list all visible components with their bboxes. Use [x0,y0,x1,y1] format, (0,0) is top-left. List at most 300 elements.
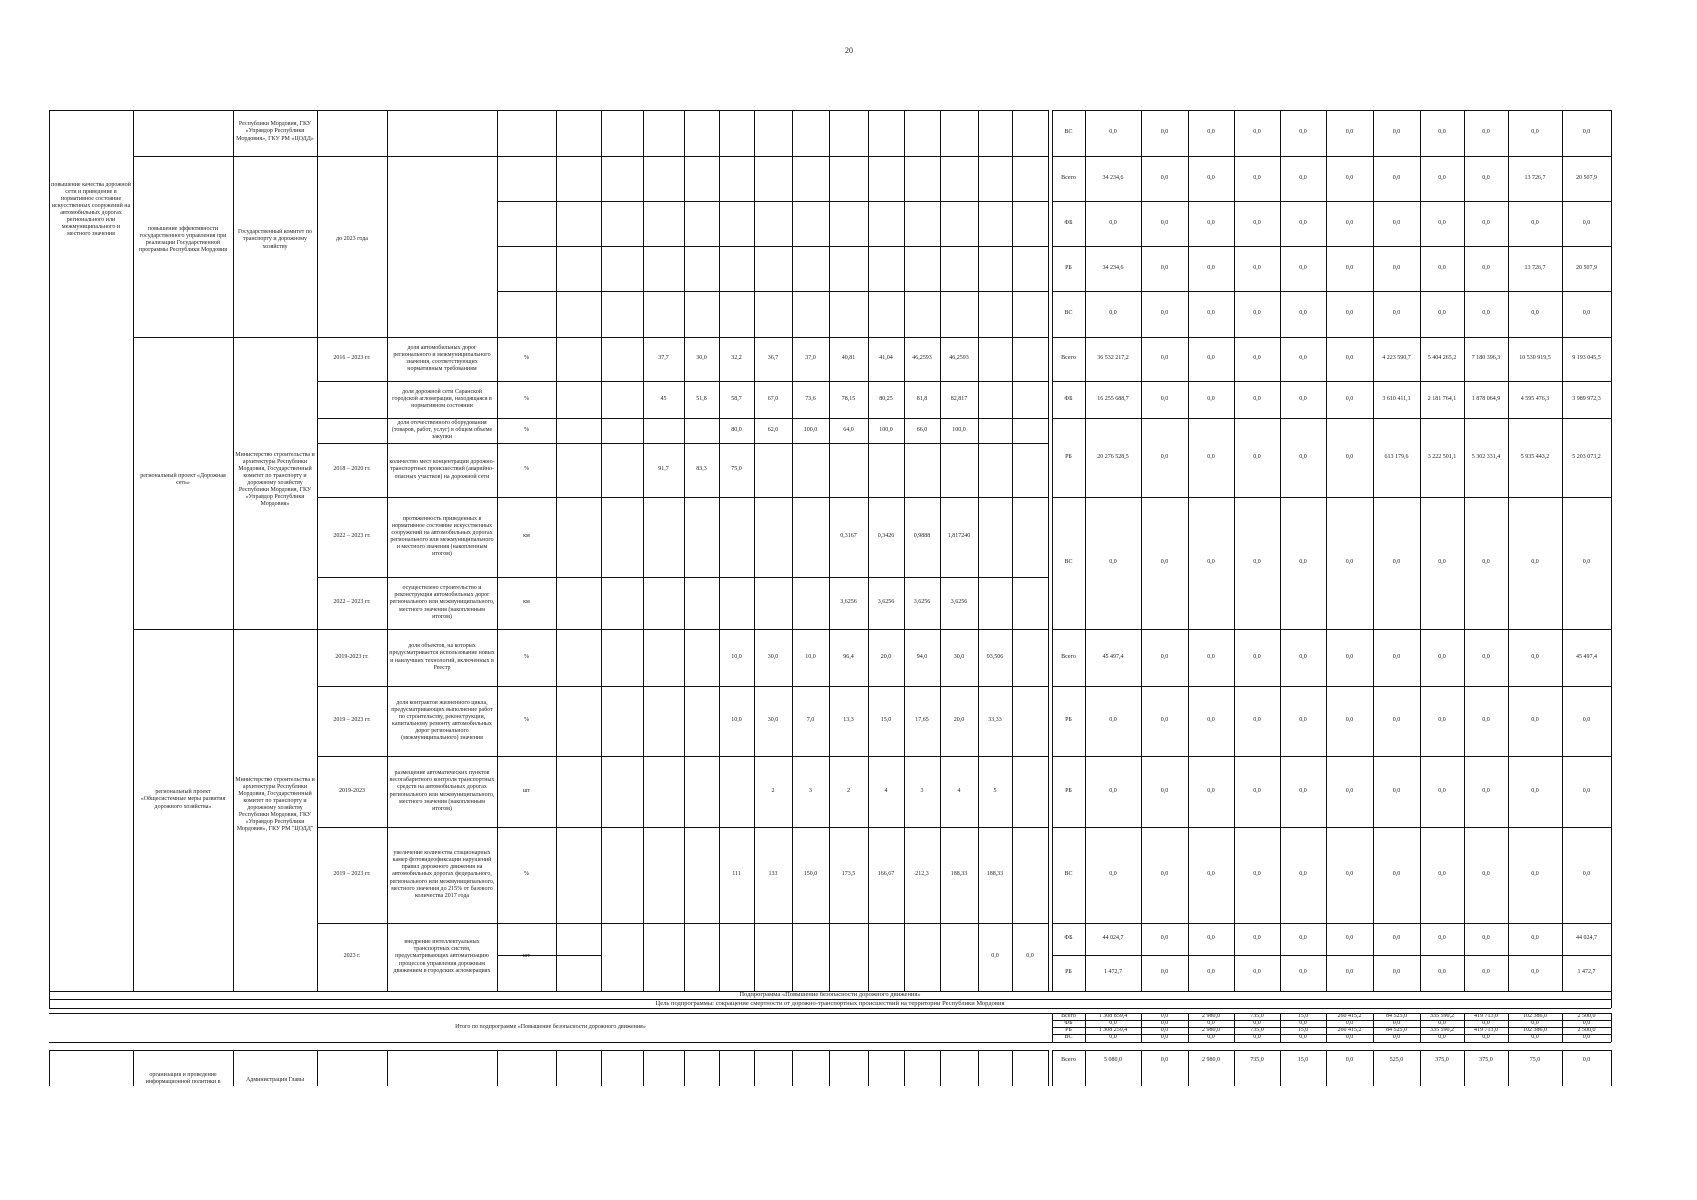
total-value: 0,0 [1582,1020,1591,1026]
finance-value: 0,0 [1299,653,1307,660]
finance-value: 0,0 [1438,129,1446,136]
total-value: 335 590,2 [1430,1027,1454,1033]
total-column-line [1611,1013,1612,1042]
indicator-value: 67,0 [767,395,779,402]
finance-value: 5 302 331,4 [1471,453,1501,460]
finance-value: 0,0 [1392,310,1401,317]
total-value: 15,0 [1297,1013,1309,1019]
finance-value: 0,0 [1392,871,1401,878]
finance-value: 0,0 [1345,559,1354,566]
finance-source: ФБ [1064,395,1073,402]
finance-value: 0,0 [1207,453,1215,460]
finance-value: 0,0 [1160,1057,1169,1064]
indicator-term: 2019-2023 [339,787,365,794]
table-line [643,110,644,991]
total-value: 84 525,0 [1386,1027,1407,1033]
finance-value: 0,0 [1392,559,1401,566]
finance-value: 0,0 [1345,969,1354,976]
indicator-unit: км [523,599,530,606]
finance-value: 0,0 [1531,310,1539,317]
finance-value: 0,0 [1531,935,1539,942]
finance-value: 0,0 [1207,871,1215,878]
finance-value: 0,0 [1345,1057,1354,1064]
total-value: 260 415,2 [1337,1013,1362,1019]
total-value: 0,0 [1253,1020,1261,1026]
finance-value: 0,0 [1207,219,1215,226]
finance-value: 0,0 [1582,717,1591,724]
total-value: 102 386,0 [1523,1027,1547,1033]
indicator-term: 2019-2023 гг. [335,653,369,660]
indicator-value: 66,0 [916,426,928,433]
finance-value: 0,0 [1345,310,1354,317]
event-line [49,1050,1048,1051]
finance-source: РБ [1065,969,1072,976]
finance-value: 0,0 [1109,219,1117,226]
indicator-value: 41,04 [879,355,893,362]
indicator-value: 36,7 [767,355,779,362]
indicator-value: 75,0 [731,466,742,473]
finance-value: 0,0 [1207,395,1215,402]
total-value: 0,0 [1160,1034,1169,1041]
total-value: 84 525,0 [1386,1013,1407,1019]
indicator-value: 82,817 [950,395,968,402]
indicator-value: 10,0 [805,653,816,660]
indicator-value: 73,6 [805,395,816,402]
indicator-value: 94,0 [916,653,928,660]
table-line [497,246,1048,247]
indicator-value: 62,0 [767,426,779,433]
total-source: ФБ [1064,1020,1073,1026]
indicator-unit: шт [522,787,531,794]
event-column-line [497,1050,498,1086]
indicator-value: 32,2 [731,355,742,362]
finance-value: 0,0 [1482,310,1490,317]
finance-value: 1 472,7 [1104,969,1122,976]
finance-value: 0,0 [1207,264,1215,271]
finance-value: 3 222 501,1 [1427,453,1457,460]
event-column-line [387,1050,388,1086]
event-column-line [719,1050,720,1086]
indicator-value: 64,0 [843,426,854,433]
indicator-value: 20,0 [953,717,965,724]
indicator-value: 0,3167 [840,533,857,540]
page-number: 20 [845,46,853,56]
total-value: 0,0 [1160,1020,1169,1026]
table-line [317,110,318,991]
finance-value: 0,0 [1299,264,1307,271]
finance-value: 0,0 [1438,717,1446,724]
finance-value: 0,0 [1253,355,1261,362]
indicator-value: 4 [957,787,961,794]
event-finance-column [1611,1050,1612,1086]
finance-value: 9 193 045,5 [1572,355,1601,362]
finance-column-line [1611,110,1612,991]
event-column-line [792,1050,793,1086]
finance-value: 0,0 [1482,935,1490,942]
finance-value: 0,0 [1438,264,1446,271]
section-line [49,1008,1611,1009]
indicator-value: 96,4 [843,653,854,660]
finance-value: 0,0 [1207,653,1215,660]
finance-value: 0,0 [1253,787,1261,794]
finance-value: 34 234,6 [1102,174,1124,181]
indicator-value: 100,0 [952,426,966,433]
indicator-value: 58,7 [731,395,742,402]
total-value: 0,0 [1482,1034,1490,1041]
finance-value: 0,0 [1160,355,1169,362]
table-line [497,110,498,991]
finance-value: 0,0 [1207,935,1215,942]
finance-value: 525,0 [1389,1057,1404,1064]
finance-value: 16 255 688,7 [1097,395,1129,402]
indicator-value: 150,0 [803,871,818,878]
finance-value: 0,0 [1299,174,1307,181]
total-value: 335 590,2 [1430,1013,1454,1019]
total-value: 2 980,0 [1202,1013,1220,1019]
finance-value: 375,0 [1479,1057,1493,1064]
finance-value: 0,0 [1531,559,1539,566]
table-line [497,201,1048,202]
total-value: 2 500,0 [1577,1013,1596,1019]
event-column-line [133,1050,134,1086]
finance-value: 0,0 [1299,787,1307,794]
finance-value: 0,0 [1109,787,1117,794]
finance-value: 0,0 [1207,355,1215,362]
indicator-term: 2019 – 2023 гг. [333,717,371,724]
indicator-term: 2023 г. [343,953,361,960]
indicator-value: 7,0 [806,717,815,724]
indicator-unit: шт [522,953,531,960]
indicator-name: внедрение интеллектуальных транспортных систем, предусматривающих автоматизацию процессов управления дорожным движением в городских агломерациях [393,939,491,974]
finance-value: 5 404 265,2 [1427,355,1457,362]
finance-value: 0,0 [1345,653,1354,660]
finance-value: 20 507,9 [1576,264,1597,271]
finance-value: 0,0 [1392,219,1401,226]
indicator-value: 13,3 [843,717,854,724]
event-column-line [1048,1050,1049,1086]
indicator-term: 2016 – 2023 гг. [333,355,371,362]
indicator-name: доля отечественного оборудования (товаров, работ, услуг) в общем объеме закупки [391,419,493,441]
finance-source: Всего [1061,174,1076,181]
event-cell: организация и проведение информационной политики в [145,1072,221,1085]
indicator-value: 100,0 [879,426,893,433]
indicator-name: доля автомобильных дорог регионального и межмуниципального значения, соответствующих нормативным требованиям [393,344,491,373]
finance-value: 0,0 [1582,310,1591,317]
finance-value: 2 980,0 [1202,1057,1220,1064]
finance-value: 13 726,7 [1524,264,1546,271]
finance-value: 0,0 [1345,935,1354,942]
indicator-value: 17,65 [915,717,929,724]
finance-value: 0,0 [1299,129,1307,136]
finance-value: 0,0 [1582,219,1591,226]
table-line [556,110,557,991]
indicator-name: размещение автоматических пунктов весогабаритного контроля транспортных средств на автомобильных дорогах регионального или межмуниципального, местного значения (накопленным итогом) [389,770,495,812]
total-value: 1 308 859,4 [1098,1013,1128,1019]
finance-value: 0,0 [1299,453,1307,460]
table-line [684,110,685,991]
total-value: 0,0 [1109,1034,1117,1041]
subprogram-title: Подпрограмма «Повышение безопасности дорожного движения» [739,991,921,999]
finance-source: РБ [1065,264,1072,271]
finance-value: 0,0 [1345,395,1354,402]
term-cell: до 2023 года [336,236,368,243]
finance-value: 0,0 [1531,129,1539,136]
indicator-name: протяженность приведенных в нормативное состояние искусственных сооружений на автомобильных дорогах регионального или межмуниципального и местного значения (накопленным итогом) [390,515,494,558]
finance-value: 0,0 [1299,310,1307,317]
finance-value: 0,0 [1531,717,1539,724]
finance-source: ВС [1064,871,1073,878]
finance-value: 0,0 [1345,355,1354,362]
finance-value: 0,0 [1531,653,1539,660]
finance-source: Всего [1061,653,1076,660]
indicator-value: 91,7 [658,466,669,473]
indicator-value: 133 [768,871,778,878]
finance-value: 3 989 972,3 [1572,395,1601,402]
finance-value: 0,0 [1582,559,1591,566]
indicator-value: 0,0 [1026,953,1034,960]
event-cell: повышение эффективности государственного управления при реализации Государственной программы Республики Мордовия [138,225,228,254]
finance-value: 0,0 [1253,453,1261,460]
total-value: 15,0 [1297,1027,1309,1033]
finance-value: 0,0 [1392,174,1401,181]
indicator-unit: % [524,653,529,660]
finance-value: 3 610 411,1 [1382,395,1411,402]
finance-value: 0,0 [1253,310,1261,317]
finance-value: 0,0 [1160,871,1169,878]
indicator-value: 3,6256 [913,599,931,606]
indicator-value: 188,33 [950,871,968,878]
total-value: 2 500,0 [1577,1027,1596,1033]
finance-source: ВС [1064,129,1073,136]
finance-value: 45 497,4 [1102,653,1124,660]
event-column-line [233,1050,234,1086]
event-column-line [978,1050,979,1086]
indicator-value: 0,0 [991,953,999,960]
event-column-line [1012,1050,1013,1086]
finance-value: 0,0 [1253,653,1261,660]
finance-value: 0,0 [1438,653,1446,660]
indicator-value: 30,0 [696,355,707,362]
total-source: Всего [1061,1013,1076,1019]
finance-value: 0,0 [1531,219,1539,226]
indicator-value: 40,81 [841,355,856,362]
finance-value: 0,0 [1345,219,1354,226]
finance-value: 375,0 [1435,1057,1449,1064]
indicator-value: 10,0 [731,717,742,724]
finance-value: 0,0 [1253,935,1261,942]
finance-source: ВС [1064,310,1073,317]
total-value: 2 980,0 [1202,1027,1220,1033]
table-line [133,156,1048,157]
finance-value: 0,0 [1160,559,1169,566]
indicator-value: 2 [771,787,775,794]
event-column-line [49,1050,50,1086]
finance-value: 34 234,6 [1102,264,1124,271]
finance-source: РБ [1065,787,1072,794]
indicator-value: 100,0 [803,426,818,433]
indicator-value: 37,0 [805,355,816,362]
indicator-value: 45 [660,395,667,402]
finance-value: 0,0 [1582,129,1591,136]
finance-value: 0,0 [1438,787,1446,794]
finance-value: 0,0 [1482,871,1490,878]
section-line [1611,991,1612,1008]
finance-value: 0,0 [1253,174,1261,181]
finance-value: 36 532 217,2 [1097,355,1129,362]
total-value: 419 713,0 [1474,1027,1498,1033]
indicator-value: 78,15 [841,395,856,402]
finance-value: 0,0 [1438,935,1446,942]
indicator-unit: % [524,395,529,402]
finance-value: 0,0 [1207,787,1215,794]
indicator-value: 212,3 [915,871,929,878]
total-value: 735,0 [1250,1013,1264,1019]
finance-value: 0,0 [1160,395,1169,402]
finance-value: 20 276 528,5 [1097,453,1129,460]
event-column-line [643,1050,644,1086]
total-line [49,1042,1611,1043]
indicator-value: 111 [732,871,741,878]
indicator-value: 3,6256 [877,599,895,606]
subprogram-total-label: Итого по подпрограмме «Повышение безопасности дорожного движения» [455,1023,646,1030]
finance-value: 0,0 [1253,129,1261,136]
indicator-unit: % [524,717,529,724]
finance-value: 7 180 396,3 [1471,355,1501,362]
indicator-value: 1,817240 [947,533,971,540]
finance-value: 15,0 [1297,1057,1309,1064]
executor-cell: Государственный комитет по транспорту и дорожному хозяйству [237,229,313,250]
indicator-term: 2022 – 2023 гг. [333,533,371,540]
total-value: 0,0 [1582,1034,1591,1041]
finance-source: Всего [1061,1057,1076,1064]
finance-value: 44 024,7 [1576,935,1597,942]
finance-value: 0,0 [1482,717,1490,724]
total-value: 735,0 [1250,1027,1264,1033]
indicator-value: 5 [993,787,997,794]
total-value: 0,0 [1482,1020,1490,1026]
indicator-value: 3,6256 [840,599,857,606]
finance-value: 0,0 [1582,871,1591,878]
finance-value: 2 181 764,1 [1427,395,1457,402]
table-line [233,110,234,991]
total-value: 0,0 [1392,1034,1401,1041]
finance-value: 0,0 [1531,969,1539,976]
finance-value: 0,0 [1299,717,1307,724]
event-column-line [317,1050,318,1086]
finance-source: ФБ [1064,219,1073,226]
indicator-value: 30,0 [953,653,965,660]
total-value: 260 415,2 [1337,1027,1362,1033]
total-value: 0,0 [1109,1020,1117,1026]
finance-value: 0,0 [1207,129,1215,136]
finance-value: 0,0 [1160,717,1169,724]
finance-value: 0,0 [1299,871,1307,878]
indicator-unit: % [524,426,529,433]
event-column-line [868,1050,869,1086]
finance-value: 0,0 [1299,219,1307,226]
finance-value: 0,0 [1482,219,1490,226]
indicator-value: 46,2593 [912,355,932,362]
finance-value: 0,0 [1482,129,1490,136]
indicator-value: 2 [847,787,850,794]
finance-value: 13 726,7 [1524,174,1546,181]
finance-value: 0,0 [1207,559,1215,566]
finance-value: 0,0 [1207,174,1215,181]
indicator-unit: % [524,355,529,362]
finance-value: 0,0 [1482,559,1490,566]
finance-value: 0,0 [1392,787,1401,794]
finance-value: 20 507,9 [1576,174,1597,181]
finance-value: 0,0 [1582,1057,1591,1064]
finance-value: 0,0 [1160,219,1169,226]
task-cell: повышение качества дорожной сети и приведение в нормативное состояние искусственных сооружений на автомобильных дорогах регионального или межмуниципального и местного значения [51,181,131,238]
finance-value: 0,0 [1482,174,1490,181]
total-value: 0,0 [1160,1013,1169,1019]
indicator-value: 3 [809,787,812,794]
finance-value: 0,0 [1160,969,1169,976]
table-line [601,110,602,991]
indicator-name: доля дорожной сети Саранской городской агломерации, находящаяся в нормативном состоянии [392,388,492,410]
total-value: 1 308 259,4 [1098,1027,1128,1033]
finance-value: 0,0 [1345,264,1354,271]
finance-value: 0,0 [1345,871,1354,878]
finance-source: ВС [1064,559,1073,566]
event-column-line [754,1050,755,1086]
total-value: 0,0 [1531,1034,1539,1041]
total-value: 0,0 [1299,1020,1307,1026]
event-column-line [904,1050,905,1086]
finance-value: 0,0 [1253,264,1261,271]
indicator-value: 173,5 [841,871,856,878]
indicator-value: 51,8 [696,395,707,402]
total-value: 0,0 [1299,1034,1307,1041]
finance-value: 5 080,0 [1104,1057,1122,1064]
table-line [1012,110,1013,991]
finance-value: 0,0 [1345,174,1354,181]
finance-value: 0,0 [1160,935,1169,942]
indicator-value: 81,8 [916,395,928,402]
finance-source: РБ [1065,717,1072,724]
finance-value: 0,0 [1438,310,1446,317]
finance-value: 0,0 [1160,310,1169,317]
finance-value: 0,0 [1160,174,1169,181]
indicator-name: количество мест концентрации дорожно-транспортных происшествий (аварийно-опасных участков) на дорожной сети [389,459,495,480]
indicator-value: 3 [920,787,924,794]
finance-value: 0,0 [1109,717,1117,724]
total-source: ВС [1064,1034,1073,1041]
finance-value: 0,0 [1299,395,1307,402]
indicator-term: 2022 – 2023 гг. [333,599,371,606]
total-value: 419 713,0 [1474,1013,1498,1019]
finance-value: 0,0 [1582,787,1591,794]
finance-value: 0,0 [1482,969,1490,976]
finance-value: 4 595 476,3 [1520,395,1550,402]
finance-value: 0,0 [1482,264,1490,271]
indicator-value: 30,0 [767,653,779,660]
finance-value: 45 497,4 [1576,653,1597,660]
indicator-term: 2018 – 2020 гг. [333,466,371,473]
finance-value: 0,0 [1253,717,1261,724]
executor-cell: Администрация Главы [245,1077,305,1084]
finance-value: 0,0 [1109,559,1117,566]
finance-value: 0,0 [1438,219,1446,226]
finance-value: 0,0 [1253,871,1261,878]
finance-source: ФБ [1064,935,1073,942]
finance-value: 44 024,7 [1102,935,1124,942]
finance-value: 0,0 [1253,559,1261,566]
subprogram-goal: Цель подпрограммы: сокращение смертности от дорожно-транспортных происшествий на территории Республики Мордовия [655,999,1005,1007]
event-column-line [684,1050,685,1086]
